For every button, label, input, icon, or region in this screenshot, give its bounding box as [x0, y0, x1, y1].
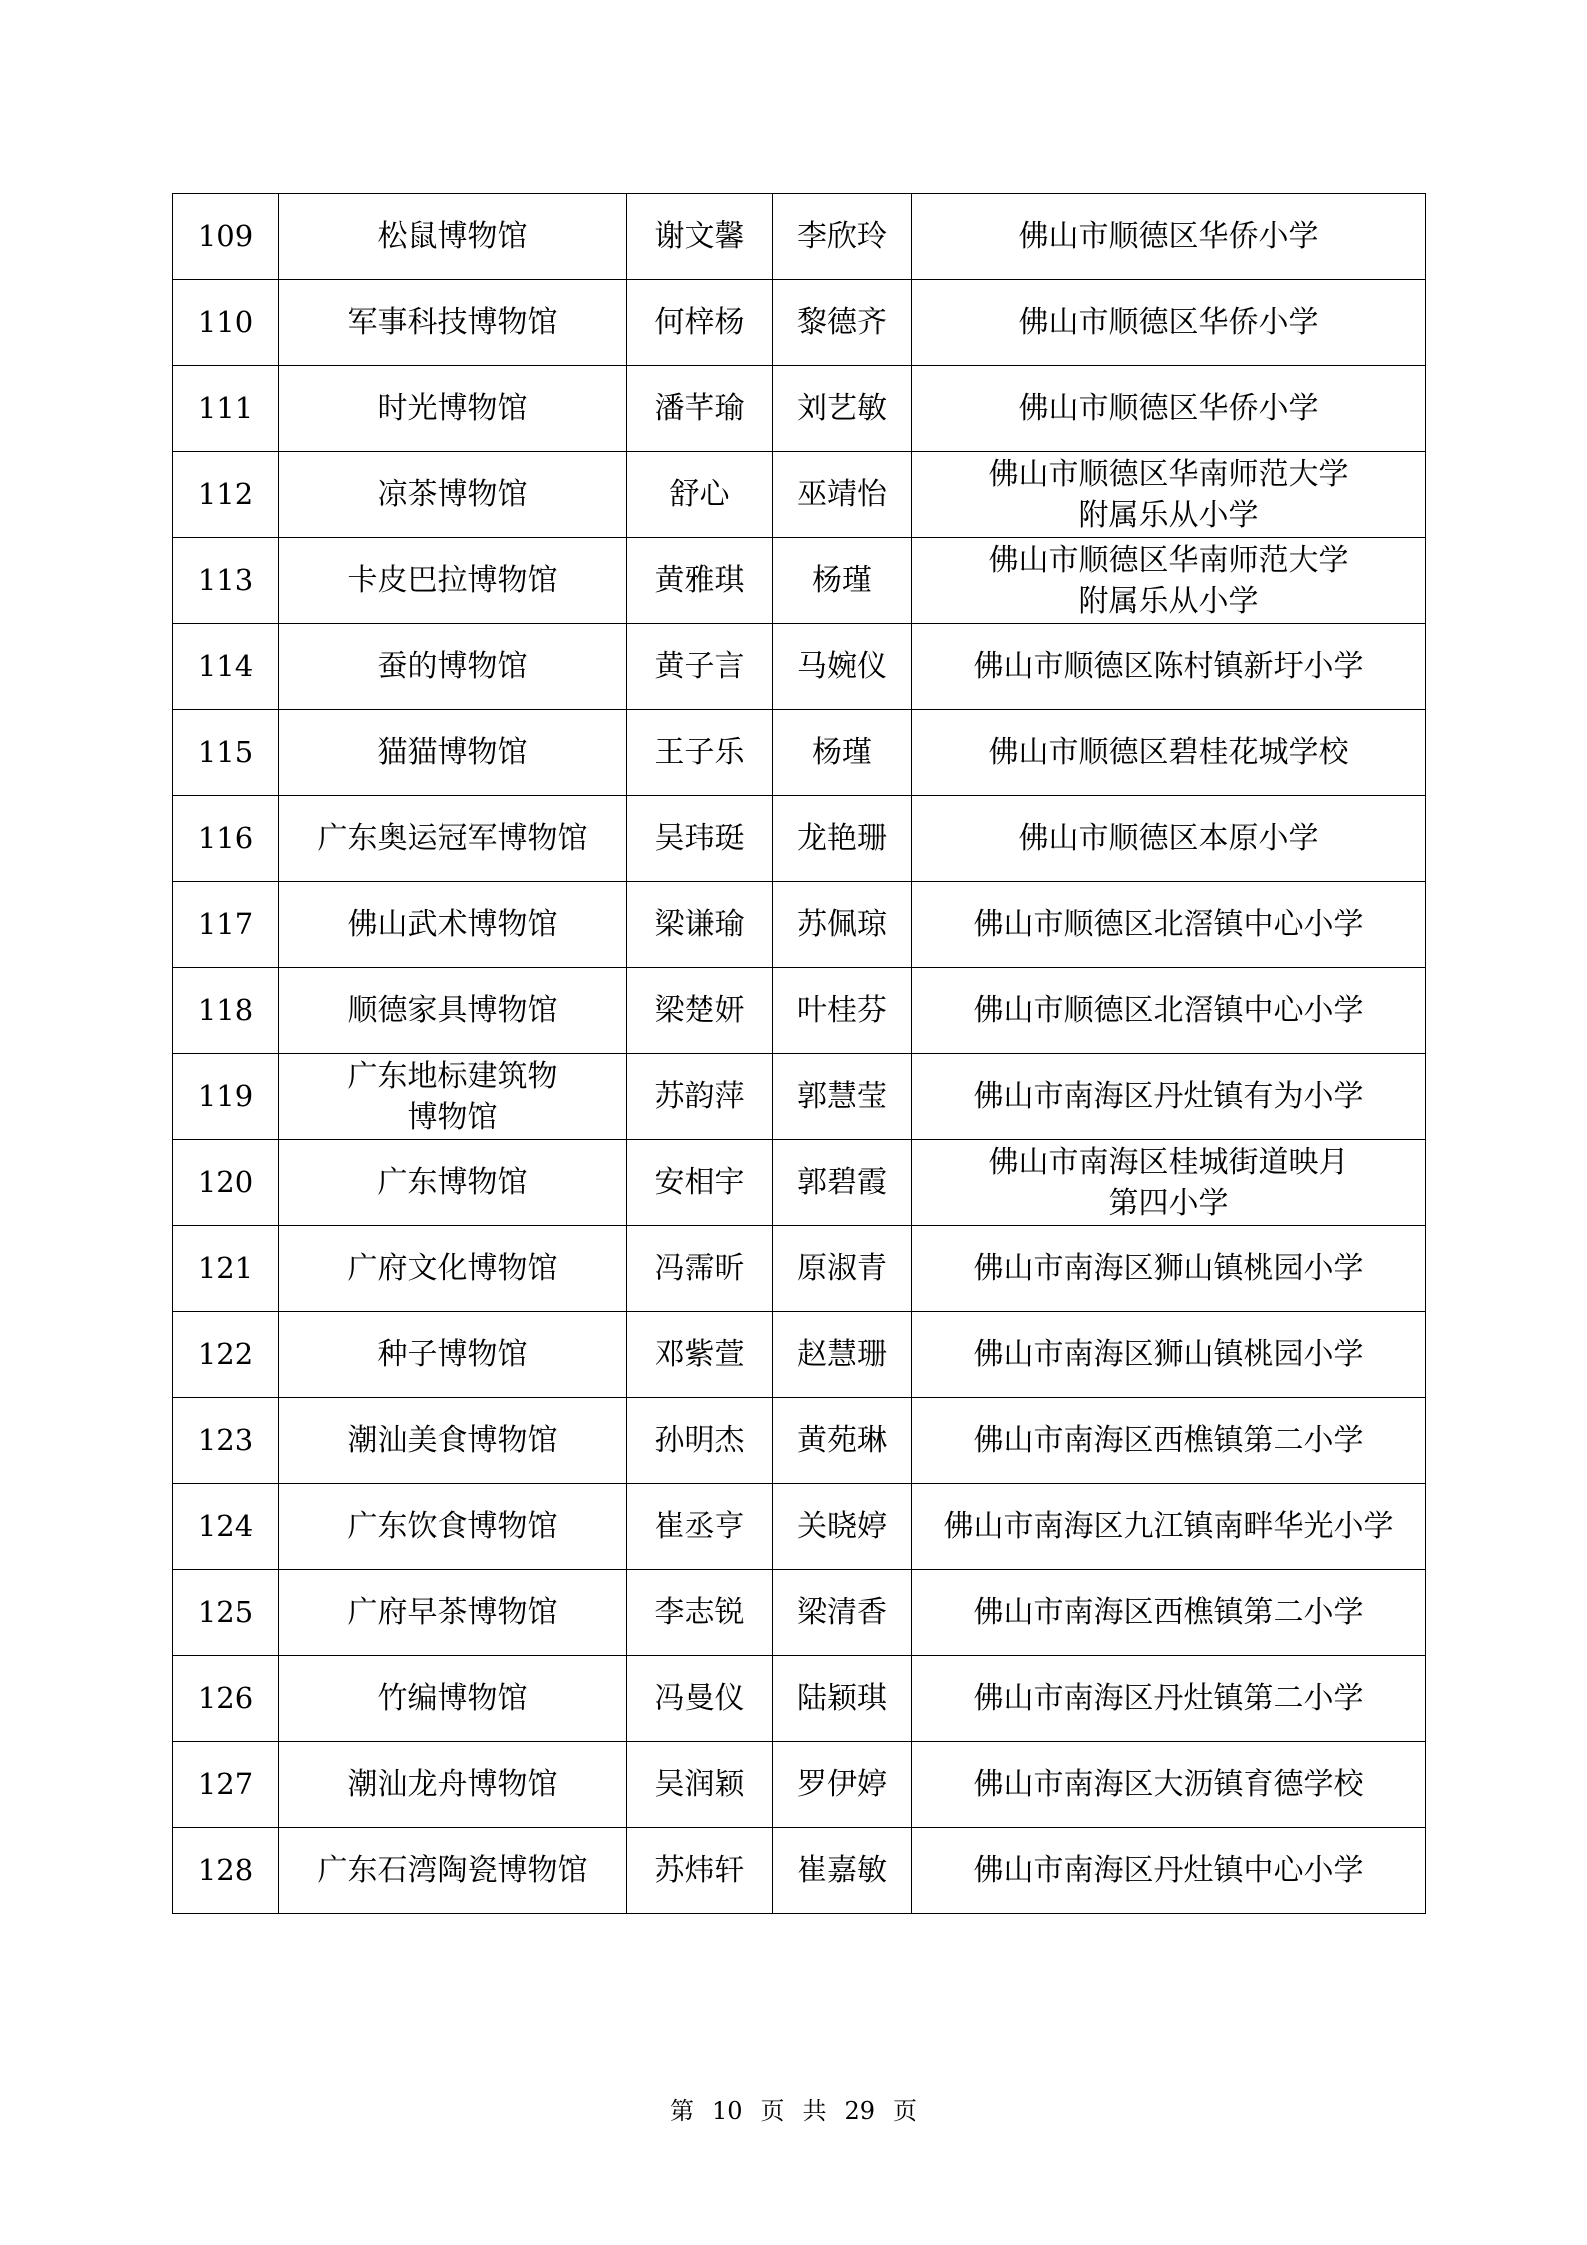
cell-school-name-line: 佛山市顺德区陈村镇新圩小学	[973, 649, 1364, 684]
cell-student-name: 谢文馨	[627, 194, 773, 280]
cell-museum-name	[279, 710, 627, 796]
cell-museum-name	[279, 1398, 627, 1484]
cell-school-name-line: 佛山市顺德区华侨小学	[1018, 391, 1319, 426]
cell-school-name-line: 佛山市南海区丹灶镇有为小学	[973, 1079, 1364, 1114]
table-row	[173, 1054, 1426, 1140]
cell-school-name-line: 佛山市南海区九江镇南畔华光小学	[943, 1509, 1394, 1544]
cell-teacher-name: 郭碧霞	[773, 1140, 912, 1226]
table-row	[173, 624, 1426, 710]
cell-school-name-line: 佛山市顺德区华侨小学	[1018, 305, 1319, 340]
cell-school-name	[912, 366, 1426, 452]
cell-student-name: 孙明杰	[627, 1398, 773, 1484]
cell-school-name	[912, 710, 1426, 796]
cell-teacher-name: 马婉仪	[773, 624, 912, 710]
cell-school-name	[912, 968, 1426, 1054]
cell-student-name: 崔丞亨	[627, 1484, 773, 1570]
cell-museum-name-line: 军事科技博物馆	[347, 305, 558, 340]
cell-number: 123	[173, 1398, 279, 1484]
cell-teacher-name: 原淑青	[773, 1226, 912, 1312]
cell-number: 128	[173, 1828, 279, 1914]
cell-school-name-line: 附属乐从小学	[1078, 497, 1259, 533]
cell-museum-name	[279, 280, 627, 366]
cell-museum-name	[279, 796, 627, 882]
table-row	[173, 1656, 1426, 1742]
cell-museum-name	[279, 1828, 627, 1914]
cell-student-name: 吴玮珽	[627, 796, 773, 882]
cell-museum-name	[279, 624, 627, 710]
cell-school-name-line: 佛山市南海区丹灶镇中心小学	[973, 1853, 1364, 1888]
cell-museum-name-line: 广府早茶博物馆	[347, 1595, 558, 1630]
cell-museum-name-line: 潮汕龙舟博物馆	[347, 1767, 558, 1802]
table-row	[173, 1140, 1426, 1226]
cell-school-name	[912, 1226, 1426, 1312]
table-row	[173, 1226, 1426, 1312]
cell-museum-name	[279, 1656, 627, 1742]
table-row	[173, 538, 1426, 624]
cell-student-name: 王子乐	[627, 710, 773, 796]
cell-number: 120	[173, 1140, 279, 1226]
cell-school-name	[912, 1656, 1426, 1742]
cell-school-name-line: 佛山市顺德区华南师范大学	[988, 542, 1349, 578]
cell-number: 127	[173, 1742, 279, 1828]
cell-student-name: 冯曼仪	[627, 1656, 773, 1742]
cell-student-name: 吴润颖	[627, 1742, 773, 1828]
cell-school-name-line: 佛山市顺德区华侨小学	[1018, 219, 1319, 254]
cell-museum-name	[279, 968, 627, 1054]
cell-teacher-name: 赵慧珊	[773, 1312, 912, 1398]
cell-school-name-line: 佛山市南海区狮山镇桃园小学	[973, 1251, 1364, 1286]
cell-museum-name-line: 广东饮食博物馆	[347, 1509, 558, 1544]
footer-page-word: 页	[760, 2097, 785, 2125]
cell-museum-name-line: 时光博物馆	[377, 391, 528, 426]
cell-teacher-name: 崔嘉敏	[773, 1828, 912, 1914]
cell-museum-name-line: 广东地标建筑物	[347, 1058, 558, 1094]
cell-museum-name-line: 广府文化博物馆	[347, 1251, 558, 1286]
cell-school-name	[912, 1312, 1426, 1398]
table-row	[173, 194, 1426, 280]
cell-school-name-line: 佛山市南海区丹灶镇第二小学	[973, 1681, 1364, 1716]
cell-museum-name	[279, 1226, 627, 1312]
footer-suffix: 页	[893, 2097, 918, 2125]
cell-teacher-name: 刘艺敏	[773, 366, 912, 452]
cell-museum-name	[279, 1484, 627, 1570]
cell-number: 110	[173, 280, 279, 366]
cell-student-name: 舒心	[627, 452, 773, 538]
cell-number: 116	[173, 796, 279, 882]
cell-student-name: 苏炜轩	[627, 1828, 773, 1914]
cell-student-name: 安相宇	[627, 1140, 773, 1226]
cell-museum-name-line: 广东石湾陶瓷博物馆	[317, 1853, 588, 1888]
cell-museum-name	[279, 1140, 627, 1226]
cell-school-name-line: 佛山市顺德区本原小学	[1018, 821, 1319, 856]
cell-number: 126	[173, 1656, 279, 1742]
cell-student-name: 梁谦瑜	[627, 882, 773, 968]
cell-school-name-line: 佛山市顺德区华南师范大学	[988, 456, 1349, 492]
cell-museum-name	[279, 366, 627, 452]
cell-school-name	[912, 1398, 1426, 1484]
cell-number: 124	[173, 1484, 279, 1570]
cell-teacher-name: 罗伊婷	[773, 1742, 912, 1828]
table-row	[173, 1398, 1426, 1484]
cell-number: 121	[173, 1226, 279, 1312]
table-row	[173, 968, 1426, 1054]
cell-museum-name-line: 佛山武术博物馆	[347, 907, 558, 942]
cell-museum-name-line: 广东博物馆	[377, 1165, 528, 1200]
table-row	[173, 1570, 1426, 1656]
cell-museum-name-line: 竹编博物馆	[377, 1681, 528, 1716]
cell-museum-name	[279, 538, 627, 624]
table-row	[173, 710, 1426, 796]
cell-school-name	[912, 796, 1426, 882]
cell-student-name: 何梓杨	[627, 280, 773, 366]
cell-number: 125	[173, 1570, 279, 1656]
cell-museum-name	[279, 1312, 627, 1398]
cell-museum-name-line: 种子博物馆	[377, 1337, 528, 1372]
cell-number: 113	[173, 538, 279, 624]
cell-teacher-name: 李欣玲	[773, 194, 912, 280]
cell-school-name	[912, 452, 1426, 538]
cell-school-name	[912, 1742, 1426, 1828]
cell-teacher-name: 苏佩琼	[773, 882, 912, 968]
cell-teacher-name: 叶桂芬	[773, 968, 912, 1054]
entries-table-body	[173, 194, 1426, 1914]
cell-school-name-line: 佛山市南海区西樵镇第二小学	[973, 1423, 1364, 1458]
cell-number: 112	[173, 452, 279, 538]
cell-school-name	[912, 882, 1426, 968]
cell-school-name-line: 第四小学	[1108, 1185, 1229, 1221]
cell-teacher-name: 黄苑琳	[773, 1398, 912, 1484]
cell-student-name: 黄子言	[627, 624, 773, 710]
footer-total-pages: 29	[844, 2097, 876, 2125]
cell-school-name	[912, 1054, 1426, 1140]
cell-number: 115	[173, 710, 279, 796]
cell-school-name-line: 佛山市南海区西樵镇第二小学	[973, 1595, 1364, 1630]
cell-school-name-line: 佛山市南海区大沥镇育德学校	[973, 1767, 1364, 1802]
table-row	[173, 366, 1426, 452]
cell-museum-name-line: 顺德家具博物馆	[347, 993, 558, 1028]
cell-museum-name-line: 博物馆	[407, 1099, 498, 1135]
cell-number: 118	[173, 968, 279, 1054]
cell-teacher-name: 郭慧莹	[773, 1054, 912, 1140]
cell-school-name-line: 佛山市顺德区北滘镇中心小学	[973, 993, 1364, 1028]
cell-museum-name	[279, 452, 627, 538]
cell-teacher-name: 梁清香	[773, 1570, 912, 1656]
cell-school-name	[912, 280, 1426, 366]
cell-school-name	[912, 538, 1426, 624]
cell-student-name: 苏韵萍	[627, 1054, 773, 1140]
table-row	[173, 1312, 1426, 1398]
cell-museum-name	[279, 882, 627, 968]
table-row	[173, 1742, 1426, 1828]
page-footer	[0, 2096, 1587, 2126]
cell-museum-name-line: 潮汕美食博物馆	[347, 1423, 558, 1458]
cell-teacher-name: 关晓婷	[773, 1484, 912, 1570]
footer-total-word: 共	[802, 2097, 827, 2125]
table-row	[173, 1828, 1426, 1914]
cell-school-name	[912, 1140, 1426, 1226]
cell-museum-name-line: 广东奥运冠军博物馆	[317, 821, 588, 856]
cell-museum-name	[279, 194, 627, 280]
cell-museum-name	[279, 1570, 627, 1656]
table-row	[173, 1484, 1426, 1570]
cell-teacher-name: 龙艳珊	[773, 796, 912, 882]
cell-teacher-name: 黎德齐	[773, 280, 912, 366]
cell-student-name: 潘芊瑜	[627, 366, 773, 452]
cell-teacher-name: 巫靖怡	[773, 452, 912, 538]
footer-prefix: 第	[669, 2097, 694, 2125]
footer-current-page: 10	[711, 2097, 743, 2125]
cell-student-name: 李志锐	[627, 1570, 773, 1656]
cell-school-name	[912, 194, 1426, 280]
cell-museum-name	[279, 1054, 627, 1140]
cell-number: 109	[173, 194, 279, 280]
cell-museum-name-line: 松鼠博物馆	[377, 219, 528, 254]
cell-teacher-name: 杨瑾	[773, 538, 912, 624]
cell-teacher-name: 杨瑾	[773, 710, 912, 796]
cell-museum-name-line: 蚕的博物馆	[377, 649, 528, 684]
table-row	[173, 280, 1426, 366]
cell-museum-name-line: 卡皮巴拉博物馆	[347, 563, 558, 598]
entries-table	[172, 193, 1426, 1914]
cell-number: 119	[173, 1054, 279, 1140]
table-row	[173, 452, 1426, 538]
cell-school-name	[912, 1828, 1426, 1914]
cell-number: 117	[173, 882, 279, 968]
cell-school-name-line: 佛山市南海区狮山镇桃园小学	[973, 1337, 1364, 1372]
cell-school-name-line: 佛山市顺德区北滘镇中心小学	[973, 907, 1364, 942]
cell-school-name	[912, 624, 1426, 710]
cell-school-name	[912, 1570, 1426, 1656]
cell-student-name: 邓紫萱	[627, 1312, 773, 1398]
cell-student-name: 冯霈昕	[627, 1226, 773, 1312]
table-row	[173, 882, 1426, 968]
cell-student-name: 黄雅琪	[627, 538, 773, 624]
cell-museum-name-line: 凉茶博物馆	[377, 477, 528, 512]
cell-number: 114	[173, 624, 279, 710]
cell-museum-name	[279, 1742, 627, 1828]
cell-number: 122	[173, 1312, 279, 1398]
cell-school-name-line: 附属乐从小学	[1078, 583, 1259, 619]
table-row	[173, 796, 1426, 882]
cell-student-name: 梁楚妍	[627, 968, 773, 1054]
cell-school-name-line: 佛山市南海区桂城街道映月	[988, 1144, 1349, 1180]
cell-museum-name-line: 猫猫博物馆	[377, 735, 528, 770]
cell-school-name	[912, 1484, 1426, 1570]
cell-number: 111	[173, 366, 279, 452]
cell-school-name-line: 佛山市顺德区碧桂花城学校	[988, 735, 1349, 770]
cell-teacher-name: 陆颖琪	[773, 1656, 912, 1742]
